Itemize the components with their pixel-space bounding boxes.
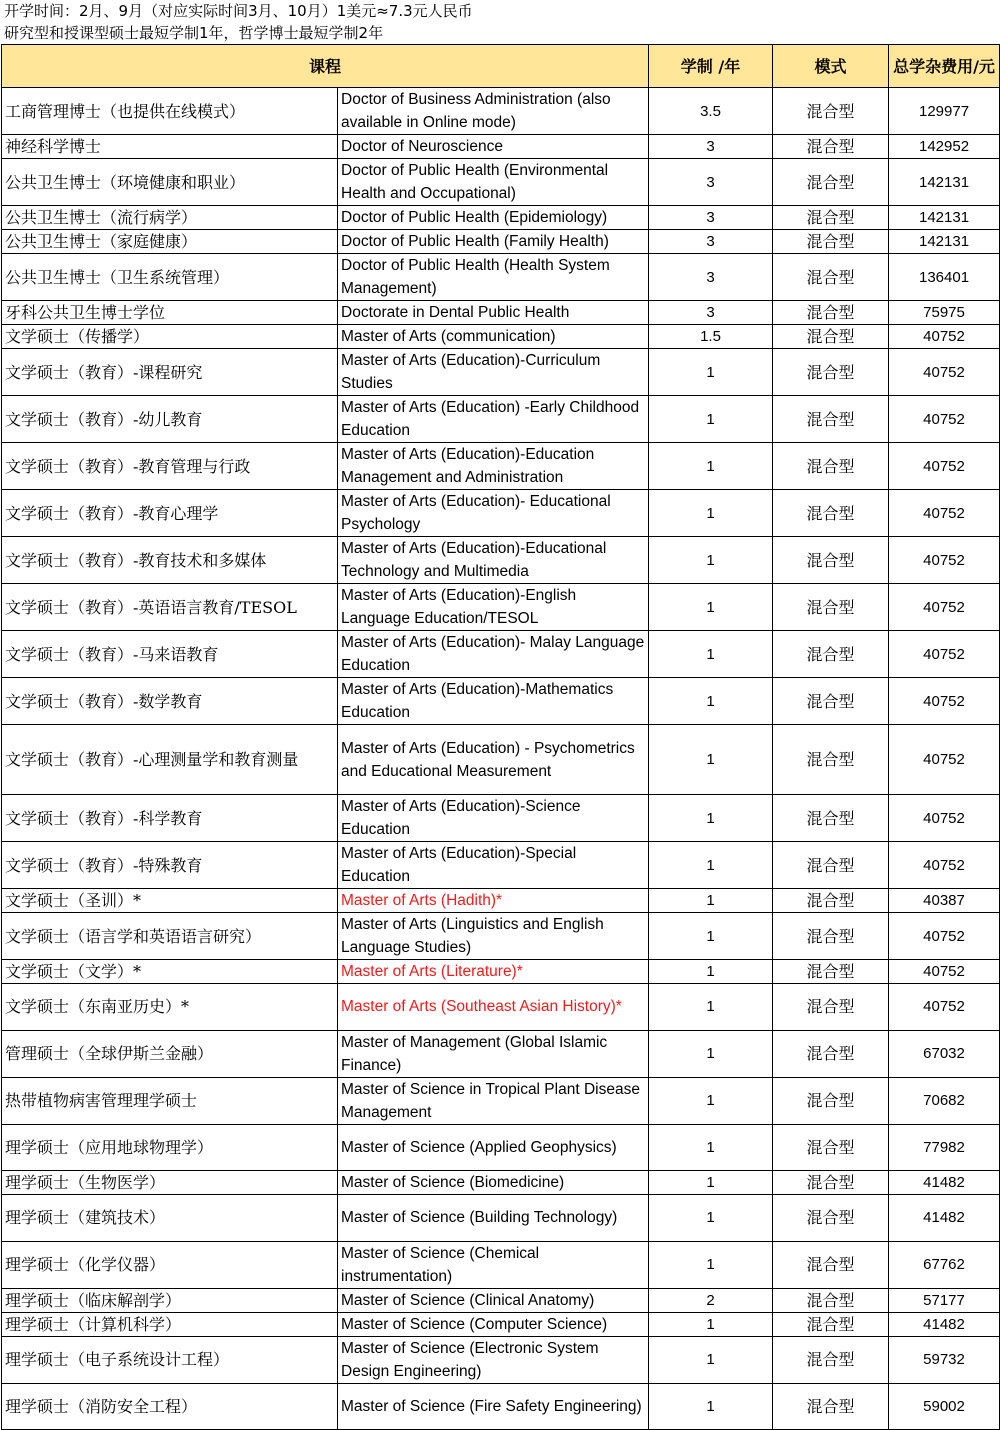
cell-chinese-name: 公共卫生博士（卫生系统管理） (2, 254, 338, 301)
cell-fee: 40752 (889, 913, 1000, 960)
cell-duration: 1 (649, 889, 773, 913)
cell-mode: 混合型 (773, 1336, 889, 1383)
table-row (2, 1030, 1000, 1077)
cell-english-name: Doctor of Public Health (Environmental Health and Occupational) (338, 159, 649, 206)
cell-fee: 41482 (889, 1195, 1000, 1242)
cell-duration: 1 (649, 584, 773, 631)
cell-mode: 混合型 (773, 230, 889, 254)
cell-fee: 136401 (889, 254, 1000, 301)
cell-english-name: Doctor of Public Health (Epidemiology) (338, 206, 649, 230)
table-row (2, 1312, 1000, 1336)
cell-mode: 混合型 (773, 206, 889, 230)
cell-chinese-name: 理学硕士（电子系统设计工程） (2, 1336, 338, 1383)
cell-fee: 40752 (889, 584, 1000, 631)
cell-english-name: Master of Arts (Education)-Education Management and Administration (338, 443, 649, 490)
cell-english-name: Master of Science (Clinical Anatomy) (338, 1288, 649, 1312)
cell-chinese-name: 文学硕士（教育）-教育技术和多媒体 (2, 537, 338, 584)
cell-english-name: Doctor of Neuroscience (338, 135, 649, 159)
table-row (2, 206, 1000, 230)
cell-english-name: Doctorate in Dental Public Health (338, 301, 649, 325)
cell-fee: 40752 (889, 960, 1000, 984)
table-row (2, 1241, 1000, 1288)
cell-english-name: Doctor of Public Health (Health System Management) (338, 254, 649, 301)
cell-mode: 混合型 (773, 1195, 889, 1242)
cell-duration: 1 (649, 349, 773, 396)
table-row (2, 725, 1000, 795)
cell-duration: 1 (649, 678, 773, 725)
cell-fee: 40752 (889, 490, 1000, 537)
cell-chinese-name: 公共卫生博士（流行病学） (2, 206, 338, 230)
cell-duration: 1 (649, 842, 773, 889)
cell-mode: 混合型 (773, 889, 889, 913)
cell-duration: 1 (649, 795, 773, 842)
cell-english-name: Master of Arts (Education)- Malay Language Education (338, 631, 649, 678)
cell-chinese-name: 文学硕士（东南亚历史）* (2, 984, 338, 1031)
cell-duration: 1 (649, 1195, 773, 1242)
cell-duration: 3 (649, 159, 773, 206)
cell-fee: 40752 (889, 795, 1000, 842)
cell-mode: 混合型 (773, 1171, 889, 1195)
cell-chinese-name: 文学硕士（教育）-英语语言教育/TESOL (2, 584, 338, 631)
cell-duration: 1.5 (649, 325, 773, 349)
cell-fee: 57177 (889, 1288, 1000, 1312)
cell-fee: 142131 (889, 206, 1000, 230)
cell-chinese-name: 文学硕士（教育）-教育管理与行政 (2, 443, 338, 490)
cell-fee: 40752 (889, 396, 1000, 443)
cell-duration: 1 (649, 1030, 773, 1077)
cell-chinese-name: 文学硕士（传播学） (2, 325, 338, 349)
cell-fee: 67762 (889, 1241, 1000, 1288)
cell-mode: 混合型 (773, 490, 889, 537)
table-row (2, 1288, 1000, 1312)
table-row (2, 135, 1000, 159)
cell-english-name: Doctor of Business Administration (also available in Online mode) (338, 88, 649, 135)
cell-chinese-name: 理学硕士（消防安全工程） (2, 1383, 338, 1430)
cell-duration: 3 (649, 301, 773, 325)
table-row (2, 490, 1000, 537)
cell-fee: 142952 (889, 135, 1000, 159)
cell-english-name: Master of Arts (Southeast Asian History)* (338, 984, 649, 1031)
cell-mode: 混合型 (773, 254, 889, 301)
cell-mode: 混合型 (773, 1124, 889, 1171)
cell-fee: 142131 (889, 230, 1000, 254)
cell-chinese-name: 文学硕士（教育）-课程研究 (2, 349, 338, 396)
cell-english-name: Master of Arts (Education) - Psychometrics and Educational Measurement (338, 725, 649, 795)
cell-chinese-name: 文学硕士（教育）-数学教育 (2, 678, 338, 725)
cell-english-name: Master of Science in Tropical Plant Disease Management (338, 1077, 649, 1124)
cell-chinese-name: 理学硕士（计算机科学） (2, 1312, 338, 1336)
cell-mode: 混合型 (773, 842, 889, 889)
note-intake: 开学时间：2月、9月（对应实际时间3月、10月）1美元≈7.3元人民币 (4, 2, 473, 20)
cell-fee: 77982 (889, 1124, 1000, 1171)
header-fee: 总学杂费用/元 (889, 45, 1000, 88)
cell-duration: 1 (649, 913, 773, 960)
table-row (2, 1124, 1000, 1171)
cell-chinese-name: 理学硕士（建筑技术） (2, 1195, 338, 1242)
table-body (2, 88, 1000, 1430)
notes (4, 0, 473, 44)
cell-chinese-name: 文学硕士（教育）-心理测量学和教育测量 (2, 725, 338, 795)
programme-table (1, 44, 1000, 1430)
cell-mode: 混合型 (773, 584, 889, 631)
cell-fee: 40752 (889, 842, 1000, 889)
cell-duration: 1 (649, 725, 773, 795)
cell-mode: 混合型 (773, 984, 889, 1031)
cell-english-name: Master of Arts (Education)-English Language Education/TESOL (338, 584, 649, 631)
table-row (2, 1077, 1000, 1124)
cell-fee: 41482 (889, 1171, 1000, 1195)
cell-fee: 40752 (889, 325, 1000, 349)
cell-fee: 40752 (889, 678, 1000, 725)
cell-mode: 混合型 (773, 1288, 889, 1312)
header-duration: 学制 /年 (649, 45, 773, 88)
cell-duration: 3 (649, 230, 773, 254)
cell-duration: 1 (649, 1336, 773, 1383)
cell-fee: 40387 (889, 889, 1000, 913)
cell-mode: 混合型 (773, 135, 889, 159)
cell-chinese-name: 热带植物病害管理理学硕士 (2, 1077, 338, 1124)
cell-duration: 3 (649, 206, 773, 230)
table-row (2, 1383, 1000, 1430)
table-row (2, 1171, 1000, 1195)
cell-duration: 3 (649, 254, 773, 301)
cell-chinese-name: 文学硕士（圣训）* (2, 889, 338, 913)
cell-fee: 40752 (889, 631, 1000, 678)
cell-fee: 129977 (889, 88, 1000, 135)
cell-chinese-name: 神经科学博士 (2, 135, 338, 159)
cell-chinese-name: 管理硕士（全球伊斯兰金融） (2, 1030, 338, 1077)
cell-mode: 混合型 (773, 631, 889, 678)
cell-duration: 1 (649, 1312, 773, 1336)
cell-english-name: Master of Arts (communication) (338, 325, 649, 349)
cell-duration: 1 (649, 1241, 773, 1288)
cell-fee: 59002 (889, 1383, 1000, 1430)
table-row (2, 842, 1000, 889)
cell-duration: 1 (649, 443, 773, 490)
cell-chinese-name: 理学硕士（生物医学） (2, 1171, 338, 1195)
table-row (2, 984, 1000, 1031)
cell-fee: 142131 (889, 159, 1000, 206)
cell-mode: 混合型 (773, 159, 889, 206)
note-duration: 研究型和授课型硕士最短学制1年，哲学博士最短学制2年 (4, 24, 384, 42)
cell-duration: 1 (649, 1383, 773, 1430)
cell-english-name: Master of Arts (Education) -Early Childhood Education (338, 396, 649, 443)
table-row (2, 443, 1000, 490)
cell-mode: 混合型 (773, 1383, 889, 1430)
cell-chinese-name: 工商管理博士（也提供在线模式） (2, 88, 338, 135)
cell-mode: 混合型 (773, 725, 889, 795)
cell-duration: 2 (649, 1288, 773, 1312)
table-row (2, 88, 1000, 135)
cell-duration: 1 (649, 537, 773, 584)
table-row (2, 396, 1000, 443)
cell-english-name: Master of Management (Global Islamic Finance) (338, 1030, 649, 1077)
cell-english-name: Master of Science (Building Technology) (338, 1195, 649, 1242)
table-row (2, 349, 1000, 396)
table-row (2, 584, 1000, 631)
cell-chinese-name: 文学硕士（文学）* (2, 960, 338, 984)
table-row (2, 795, 1000, 842)
cell-english-name: Master of Arts (Education)-Science Education (338, 795, 649, 842)
table-row (2, 678, 1000, 725)
cell-chinese-name: 文学硕士（语言学和英语语言研究） (2, 913, 338, 960)
header-mode: 模式 (773, 45, 889, 88)
table-row (2, 631, 1000, 678)
cell-duration: 1 (649, 1171, 773, 1195)
cell-english-name: Master of Arts (Education)- Educational Psychology (338, 490, 649, 537)
cell-mode: 混合型 (773, 1241, 889, 1288)
cell-chinese-name: 文学硕士（教育）-幼儿教育 (2, 396, 338, 443)
cell-mode: 混合型 (773, 325, 889, 349)
cell-mode: 混合型 (773, 1077, 889, 1124)
cell-english-name: Master of Science (Electronic System Design Engineering) (338, 1336, 649, 1383)
cell-duration: 1 (649, 1077, 773, 1124)
cell-mode: 混合型 (773, 913, 889, 960)
cell-fee: 41482 (889, 1312, 1000, 1336)
cell-english-name: Master of Science (Applied Geophysics) (338, 1124, 649, 1171)
table-row (2, 1195, 1000, 1242)
cell-chinese-name: 文学硕士（教育）-马来语教育 (2, 631, 338, 678)
cell-english-name: Master of Arts (Literature)* (338, 960, 649, 984)
cell-mode: 混合型 (773, 396, 889, 443)
cell-english-name: Master of Science (Fire Safety Engineering) (338, 1383, 649, 1430)
cell-english-name: Master of Arts (Education)-Educational Technology and Multimedia (338, 537, 649, 584)
cell-chinese-name: 文学硕士（教育）-教育心理学 (2, 490, 338, 537)
cell-fee: 40752 (889, 984, 1000, 1031)
cell-fee: 40752 (889, 537, 1000, 584)
header-course: 课程 (2, 45, 649, 88)
cell-duration: 1 (649, 396, 773, 443)
cell-fee: 59732 (889, 1336, 1000, 1383)
cell-english-name: Master of Arts (Education)-Special Education (338, 842, 649, 889)
table-row (2, 889, 1000, 913)
cell-english-name: Master of Science (Biomedicine) (338, 1171, 649, 1195)
table-row (2, 230, 1000, 254)
cell-duration: 1 (649, 490, 773, 537)
cell-chinese-name: 理学硕士（临床解剖学） (2, 1288, 338, 1312)
cell-chinese-name: 理学硕士（化学仪器） (2, 1241, 338, 1288)
cell-mode: 混合型 (773, 678, 889, 725)
cell-chinese-name: 公共卫生博士（家庭健康） (2, 230, 338, 254)
table-row (2, 254, 1000, 301)
cell-english-name: Master of Science (Chemical instrumentation) (338, 1241, 649, 1288)
cell-chinese-name: 文学硕士（教育）-科学教育 (2, 795, 338, 842)
cell-mode: 混合型 (773, 301, 889, 325)
cell-english-name: Doctor of Public Health (Family Health) (338, 230, 649, 254)
cell-mode: 混合型 (773, 349, 889, 396)
cell-fee: 75975 (889, 301, 1000, 325)
cell-mode: 混合型 (773, 795, 889, 842)
cell-fee: 40752 (889, 349, 1000, 396)
cell-duration: 1 (649, 631, 773, 678)
cell-duration: 1 (649, 1124, 773, 1171)
table-row (2, 325, 1000, 349)
table-row (2, 1336, 1000, 1383)
table-row (2, 913, 1000, 960)
cell-mode: 混合型 (773, 443, 889, 490)
cell-english-name: Master of Science (Computer Science) (338, 1312, 649, 1336)
cell-mode: 混合型 (773, 88, 889, 135)
cell-english-name: Master of Arts (Education)-Curriculum Studies (338, 349, 649, 396)
table-row (2, 960, 1000, 984)
cell-chinese-name: 理学硕士（应用地球物理学） (2, 1124, 338, 1171)
cell-english-name: Master of Arts (Hadith)* (338, 889, 649, 913)
cell-duration: 1 (649, 984, 773, 1031)
cell-english-name: Master of Arts (Linguistics and English Language Studies) (338, 913, 649, 960)
cell-duration: 3 (649, 135, 773, 159)
table-row (2, 301, 1000, 325)
cell-mode: 混合型 (773, 537, 889, 584)
cell-chinese-name: 牙科公共卫生博士学位 (2, 301, 338, 325)
cell-mode: 混合型 (773, 1030, 889, 1077)
cell-fee: 70682 (889, 1077, 1000, 1124)
cell-mode: 混合型 (773, 960, 889, 984)
table-row (2, 537, 1000, 584)
cell-chinese-name: 文学硕士（教育）-特殊教育 (2, 842, 338, 889)
cell-duration: 3.5 (649, 88, 773, 135)
cell-fee: 40752 (889, 725, 1000, 795)
table-row (2, 159, 1000, 206)
cell-english-name: Master of Arts (Education)-Mathematics Education (338, 678, 649, 725)
cell-duration: 1 (649, 960, 773, 984)
cell-mode: 混合型 (773, 1312, 889, 1336)
header-row (2, 45, 1000, 88)
cell-fee: 40752 (889, 443, 1000, 490)
cell-chinese-name: 公共卫生博士（环境健康和职业） (2, 159, 338, 206)
cell-fee: 67032 (889, 1030, 1000, 1077)
